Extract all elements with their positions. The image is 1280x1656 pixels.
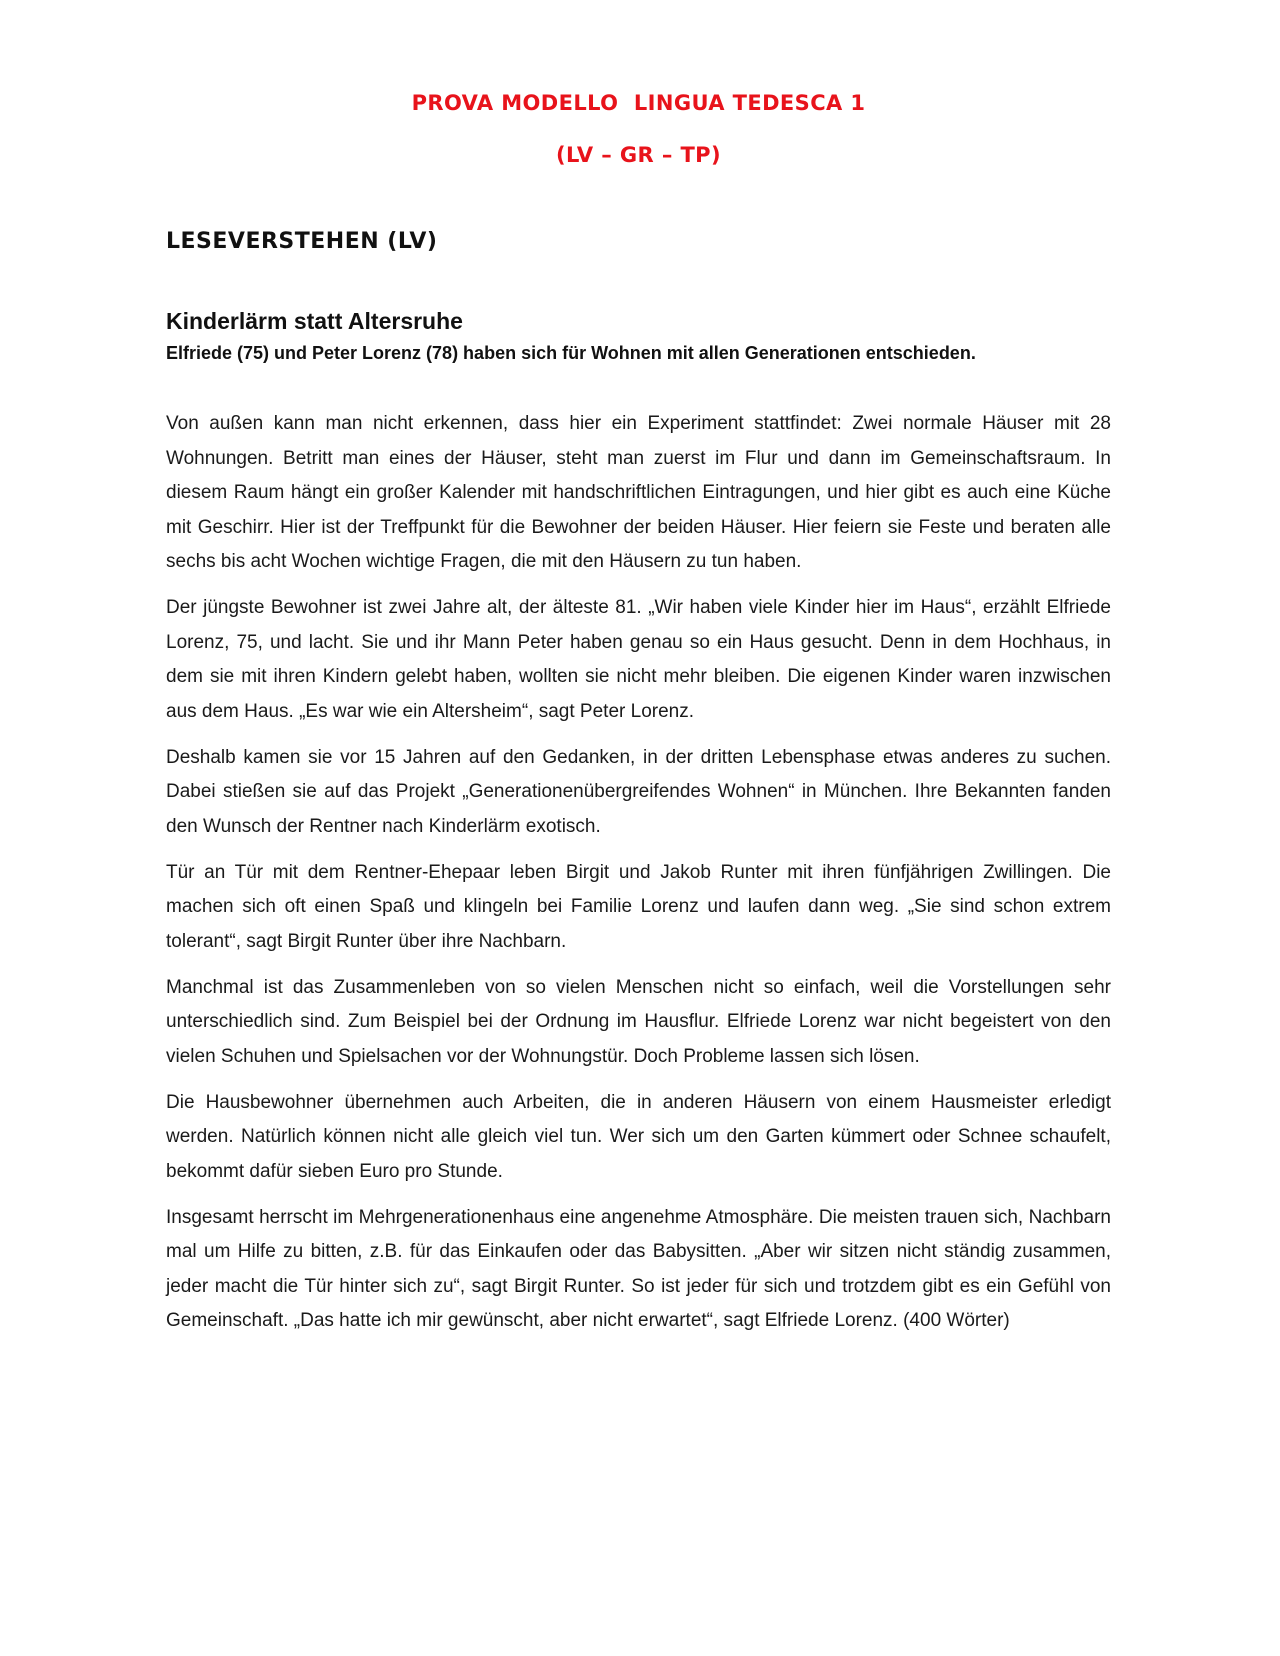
article-paragraph: Deshalb kamen sie vor 15 Jahren auf den Gedanken, in der dritten Lebensphase etwas anderes zu suchen. Dabei stießen sie auf das Projekt „Generationenübergreifendes Wohnen“ in München. Ihre Bekannten fanden den Wunsch der Rentner nach Kinderlärm exotisch. xyxy=(166,746,1111,837)
article-paragraph: Manchmal ist das Zusammenleben von so vielen Menschen nicht so einfach, weil die Vorstellungen sehr unterschiedlich sind. Zum Beispiel bei der Ordnung im Hausflur. Elfriede Lorenz war nicht begeistert von den vielen Schuhen und Spielsachen vor der Wohnungstür. Doch Probleme lassen sich lösen. xyxy=(166,976,1111,1067)
document-title: PROVA MODELLO LINGUA TEDESCA 1 xyxy=(411,91,866,115)
article-paragraph: Tür an Tür mit dem Rentner-Ehepaar leben Birgit und Jakob Runter mit ihren fünfjährigen Zwillingen. Die machen sich oft einen Spaß und klingeln bei Familie Lorenz und laufen dann weg. „Sie sind schon extrem tolerant“, sagt Birgit Runter über ihre Nachbarn. xyxy=(166,861,1111,952)
article-paragraph: Die Hausbewohner übernehmen auch Arbeiten, die in anderen Häusern von einem Hausmeister erledigt werden. Natürlich können nicht alle gleich viel tun. Wer sich um den Garten kümmert oder Schnee schaufelt, bekommt dafür sieben Euro pro Stunde. xyxy=(166,1091,1111,1182)
article-paragraph: Insgesamt herrscht im Mehrgenerationenhaus eine angenehme Atmosphäre. Die meisten trauen sich, Nachbarn mal um Hilfe zu bitten, z.B. für das Einkaufen oder das Babysitten. „Aber wir sitzen nicht ständig zusammen, jeder macht die Tür hinter sich zu“, sagt Birgit Runter. So ist jeder für sich und trotzdem gibt es ein Gefühl von Gemeinschaft. „Das hatte ich mir gewünscht, aber nicht erwartet“, sagt Elfriede Lorenz. (400 Wörter) xyxy=(166,1206,1111,1331)
article-title: Kinderlärm statt Altersruhe xyxy=(166,308,463,334)
article-subtitle: Elfriede (75) und Peter Lorenz (78) haben sich für Wohnen mit allen Generationen entschieden. xyxy=(166,343,976,363)
article-paragraph: Von außen kann man nicht erkennen, dass hier ein Experiment stattfindet: Zwei normale Häuser mit 28 Wohnungen. Betritt man eines der Häuser, steht man zuerst im Flur und dann im Gemeinschaftsraum. In diesem Raum hängt ein großer Kalender mit handschriftlichen Eintragungen, und hier gibt es auch eine Küche mit Geschirr. Hier ist der Treffpunkt für die Bewohner der beiden Häuser. Hier feiern sie Feste und beraten alle sechs bis acht Wochen wichtige Fragen, die mit den Häusern zu tun haben. xyxy=(166,413,1111,572)
document-title-codes: (LV – GR – TP) xyxy=(556,143,721,167)
article-body xyxy=(166,407,1111,1350)
article-paragraph: Der jüngste Bewohner ist zwei Jahre alt, der älteste 81. „Wir haben viele Kinder hier im Haus“, erzählt Elfriede Lorenz, 75, und lacht. Sie und ihr Mann Peter haben genau so ein Haus gesucht. Denn in dem Hochhaus, in dem sie mit ihren Kindern gelebt haben, wollten sie nicht mehr bleiben. Die eigenen Kinder waren inzwischen aus dem Haus. „Es war wie ein Altersheim“, sagt Peter Lorenz. xyxy=(166,597,1111,722)
section-heading: LESEVERSTEHEN (LV) xyxy=(166,229,438,254)
